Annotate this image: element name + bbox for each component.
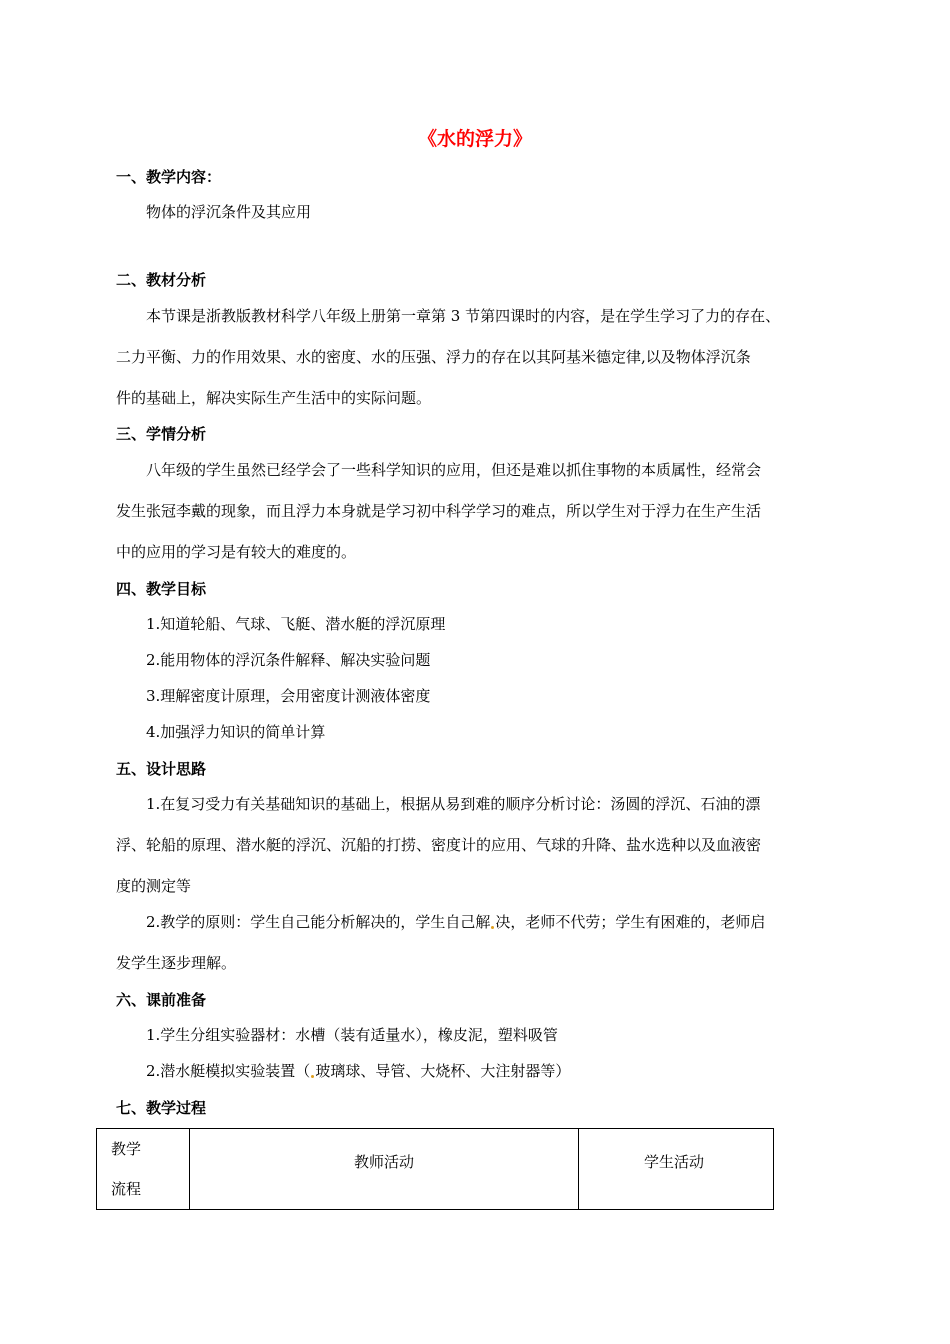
section-heading-content: 一、教学内容： — [116, 168, 222, 186]
section-heading-material: 二、教材分析 — [116, 271, 207, 289]
goal-item: 3.理解密度计原理，会用密度计测液体密度 — [146, 687, 431, 705]
paragraph-line: 度的测定等 — [116, 877, 192, 895]
table-cell-student: 学生活动 — [579, 1129, 774, 1210]
table-header-row — [97, 1129, 774, 1210]
section-heading-process: 七、教学过程 — [116, 1099, 207, 1117]
section-text: 物体的浮沉条件及其应用 — [146, 203, 312, 221]
paragraph-line: 发学生逐步理解。 — [116, 954, 237, 972]
ink-dot — [311, 1075, 314, 1078]
table-cell-flow: 教学 流程 — [97, 1129, 190, 1210]
goal-item: 4.加强浮力知识的简单计算 — [146, 723, 326, 741]
section-heading-design: 五、设计思路 — [116, 760, 207, 778]
paragraph-line: 发生张冠李戴的现象，而且浮力本身就是学习初中科学学习的难点，所以学生对于浮力在生产生活 — [116, 502, 762, 520]
goal-item: 2.能用物体的浮沉条件解释、解决实验问题 — [146, 651, 431, 669]
paragraph-line: 2.教学的原则：学生自己能分析解决的，学生自己解 决，老师不代劳；学生有困难的，老师启 — [146, 913, 766, 931]
paragraph-line: 本节课是浙教版教材科学八年级上册第一章第 3 节第四课时的内容，是在学生学习了力的存在、 — [146, 307, 781, 325]
goal-item: 1.知道轮船、气球、飞艇、潜水艇的浮沉原理 — [146, 615, 446, 633]
document-title: 《水的浮力》 — [417, 128, 532, 150]
ink-dot — [491, 926, 494, 929]
process-table — [96, 1128, 774, 1210]
paragraph-line: 浮、轮船的原理、潜水艇的浮沉、沉船的打捞、密度计的应用、气球的升降、盐水选种以及血液密 — [116, 836, 762, 854]
paragraph-line: 1.在复习受力有关基础知识的基础上，根据从易到难的顺序分析讨论：汤圆的浮沉、石油的漂 — [146, 795, 761, 813]
section-heading-prep: 六、课前准备 — [116, 991, 207, 1009]
prep-item: 1.学生分组实验器材：水槽（装有适量水），橡皮泥，塑料吸管 — [146, 1026, 558, 1044]
paragraph-line: 中的应用的学习是有较大的难度的。 — [116, 543, 357, 561]
section-heading-goals: 四、教学目标 — [116, 580, 207, 598]
table-cell-teacher: 教师活动 — [190, 1129, 579, 1210]
section-heading-students: 三、学情分析 — [116, 425, 207, 443]
paragraph-line: 二力平衡、力的作用效果、水的密度、水的压强、浮力的存在以其阿基米德定律,以及物体浮沉条 — [116, 348, 751, 366]
paragraph-line: 件的基础上，解决实际生产生活中的实际问题。 — [116, 389, 432, 407]
paragraph-line: 八年级的学生虽然已经学会了一些科学知识的应用，但还是难以抓住事物的本质属性，经常会 — [146, 461, 762, 479]
prep-item: 2.潜水艇模拟实验装置（ 玻璃球、导管、大烧杯、大注射器等） — [146, 1062, 571, 1080]
